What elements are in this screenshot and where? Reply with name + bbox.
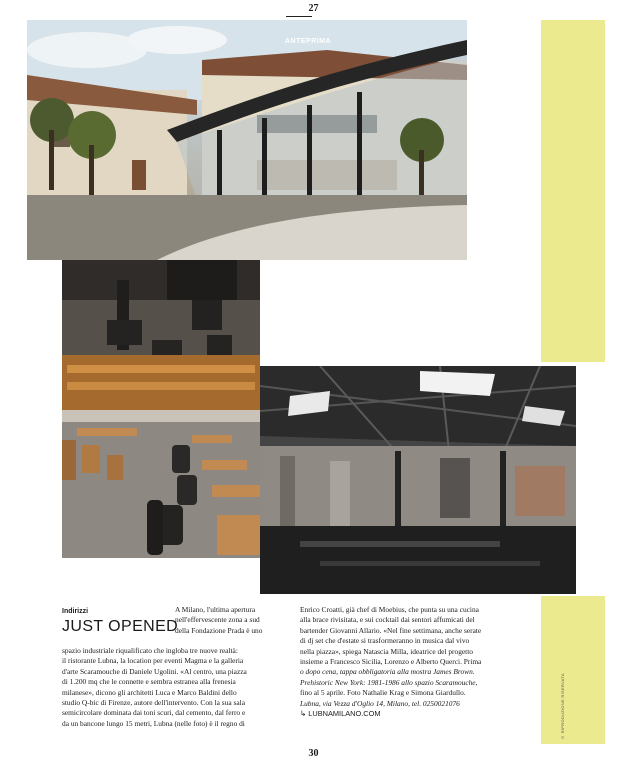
text-line: insieme a Francesco Sicilia, Lorenzo e Alberto Querci. Prima <box>300 657 482 667</box>
text-line: d'arte Scaramouche di Daniele Ugolini. «Al centro, una piazza <box>62 666 247 676</box>
text-line: studio Q-bic di Firenze, autore dell'intervento. Con la sua sala <box>62 698 245 708</box>
text-line: da un bancone lungo 15 metri, Lubna (nelle foto) è il regno di <box>62 718 245 728</box>
side-color-band-bottom <box>541 596 605 744</box>
text-line: milanese», dicono gli architetti Luca e Marco Baldini dello <box>62 687 237 697</box>
section-label: Indirizzi <box>62 608 89 615</box>
address-line: Lubna, via Vezza d'Oglio 14, Milano, tel. 0250021076 <box>300 698 460 708</box>
text-line: alla brace rivisitata, e sui cocktail dai sentori affumicati del <box>300 615 475 625</box>
courtyard-photo <box>27 20 467 260</box>
page-number-bottom: 30 <box>308 748 319 759</box>
text-line: semicircolare dominata dai toni scuri, dal cemento, dal ferro e <box>62 708 246 718</box>
text-line: nell'effervescente zona a sud <box>175 615 260 625</box>
page-number-top: 27 <box>308 3 319 14</box>
restaurant-illustration <box>62 260 260 558</box>
text-line: il ristorante Lubna, la location per eventi Magma e la galleria <box>62 656 244 666</box>
divider <box>286 16 312 17</box>
text-line: Enrico Croatti, già chef di Moebius, che punta su una cucina <box>300 605 479 614</box>
text-line: bartender Giovanni Allario. «Nel fine settimana, anche serate <box>300 625 482 635</box>
article-column-1 <box>62 646 247 729</box>
text-line: o dopo cena, tappa obbligatoria alla mostra James Brown. <box>300 667 475 677</box>
text-line: di dj set che d'estate si trasformeranno in musica dal vivo <box>300 636 470 646</box>
text-line: spazio industriale riqualificato che ingloba tre nuove realtà: <box>62 646 238 655</box>
industrial-hall-photo <box>260 366 576 594</box>
side-color-band <box>541 20 605 362</box>
restaurant-interior-photo <box>62 260 260 558</box>
text-line: di 1.200 mq che le connette e sembra estranea alla frenesia <box>62 677 236 687</box>
text-line: fino al 5 aprile. Foto Nathalie Krag e Simona Giardullo. <box>300 688 466 698</box>
text-line: A Milano, l'ultima apertura <box>175 605 256 614</box>
photo-label: ANTEPRIMA <box>285 38 332 45</box>
courtyard-illustration <box>27 20 467 260</box>
text-line: Prehistoric New York: 1981-1986 allo spazio Scaramouche, <box>300 677 478 687</box>
article-headline: JUST OPENED <box>62 618 179 635</box>
article-column-2 <box>300 605 481 719</box>
article-column-1-top <box>175 605 262 636</box>
text-line: nella piazza», spiega Natascia Milla, ideatrice del progetto <box>300 646 473 656</box>
side-credit: © RIPRODUZIONE RISERVATA <box>560 673 565 740</box>
hall-illustration <box>260 366 576 594</box>
website-link[interactable]: ↳ LUBNAMILANO.COM <box>300 709 381 719</box>
text-line: della Fondazione Prada è uno <box>175 625 263 635</box>
